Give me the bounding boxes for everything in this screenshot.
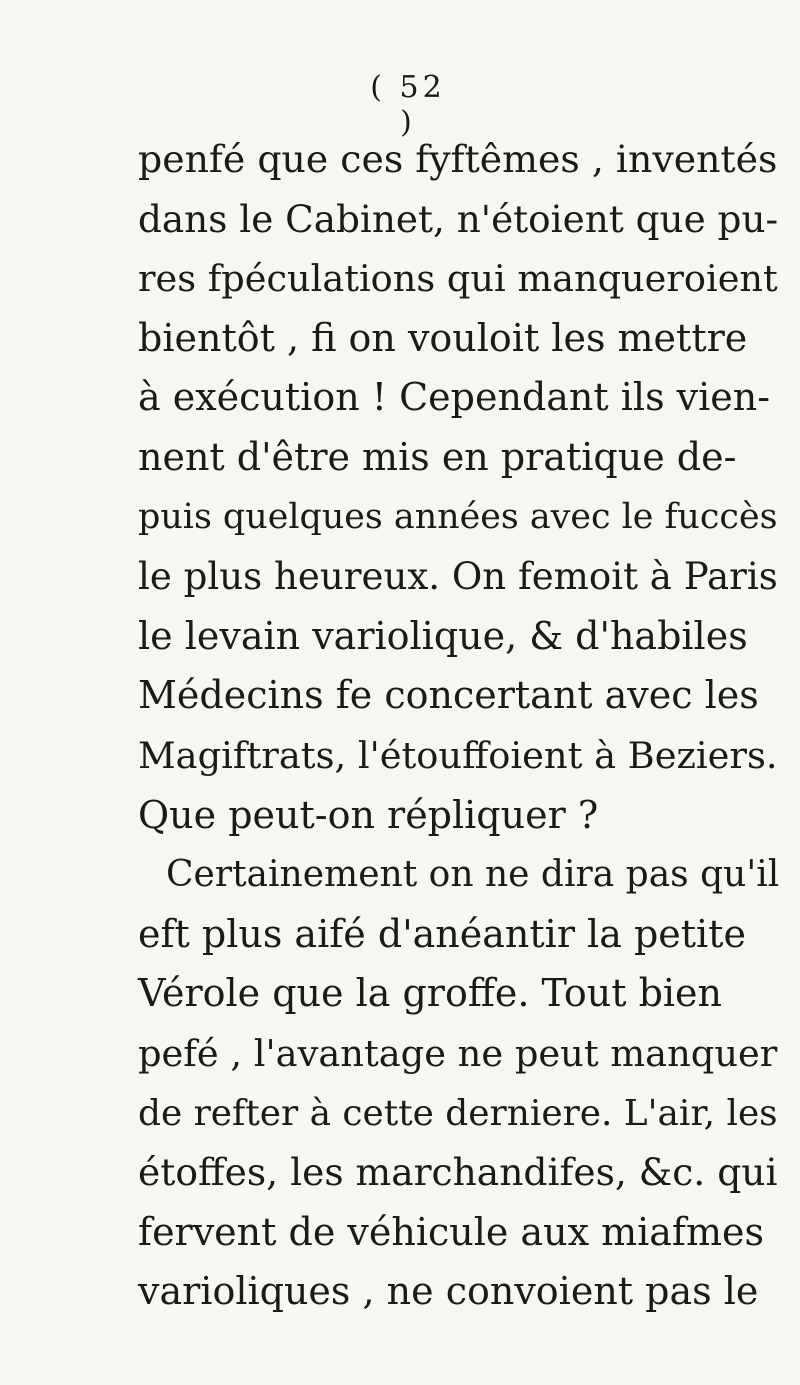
text-line: penfé que ces fyftêmes , inventés bbox=[138, 137, 778, 181]
text-line: res fpéculations qui manqueroient bbox=[138, 257, 778, 301]
text-line: Que peut-on répliquer ? bbox=[138, 792, 599, 837]
text-line: fervent de véhicule aux miafmes bbox=[138, 1209, 765, 1254]
text-line: Vérole que la groffe. Tout bien bbox=[138, 971, 723, 1016]
text-line: puis quelques années avec le fuccès bbox=[138, 496, 778, 537]
text-line: à exécution ! Cependant ils vien- bbox=[138, 375, 771, 420]
text-line: varioliques , ne convoient pas le bbox=[138, 1269, 759, 1314]
text-line: Médecins fe concertant avec les bbox=[138, 673, 759, 718]
body-text bbox=[138, 130, 800, 1322]
text-line: le levain variolique, & d'habiles bbox=[138, 613, 748, 658]
text-line: bientôt , fi on vouloit les mettre bbox=[138, 315, 748, 360]
text-line: de refter à cette derniere. L'air, les bbox=[138, 1092, 778, 1134]
text-line: dans le Cabinet, n'étoient que pu- bbox=[138, 196, 779, 241]
text-line: étoffes, les marchandifes, &c. qui bbox=[138, 1150, 778, 1195]
text-line: Magiftrats, l'étouffoient à Beziers. bbox=[138, 733, 778, 777]
text-line: eft plus aifé d'anéantir la petite bbox=[138, 911, 746, 956]
text-line: pefé , l'avantage ne peut manquer bbox=[138, 1031, 778, 1075]
text-line: nent d'être mis en pratique de- bbox=[138, 434, 737, 479]
text-line: Certainement on ne dira pas qu'il bbox=[166, 854, 780, 896]
page-number: ( 52 ) bbox=[370, 70, 446, 140]
text-line: le plus heureux. On femoit à Paris bbox=[138, 555, 778, 599]
